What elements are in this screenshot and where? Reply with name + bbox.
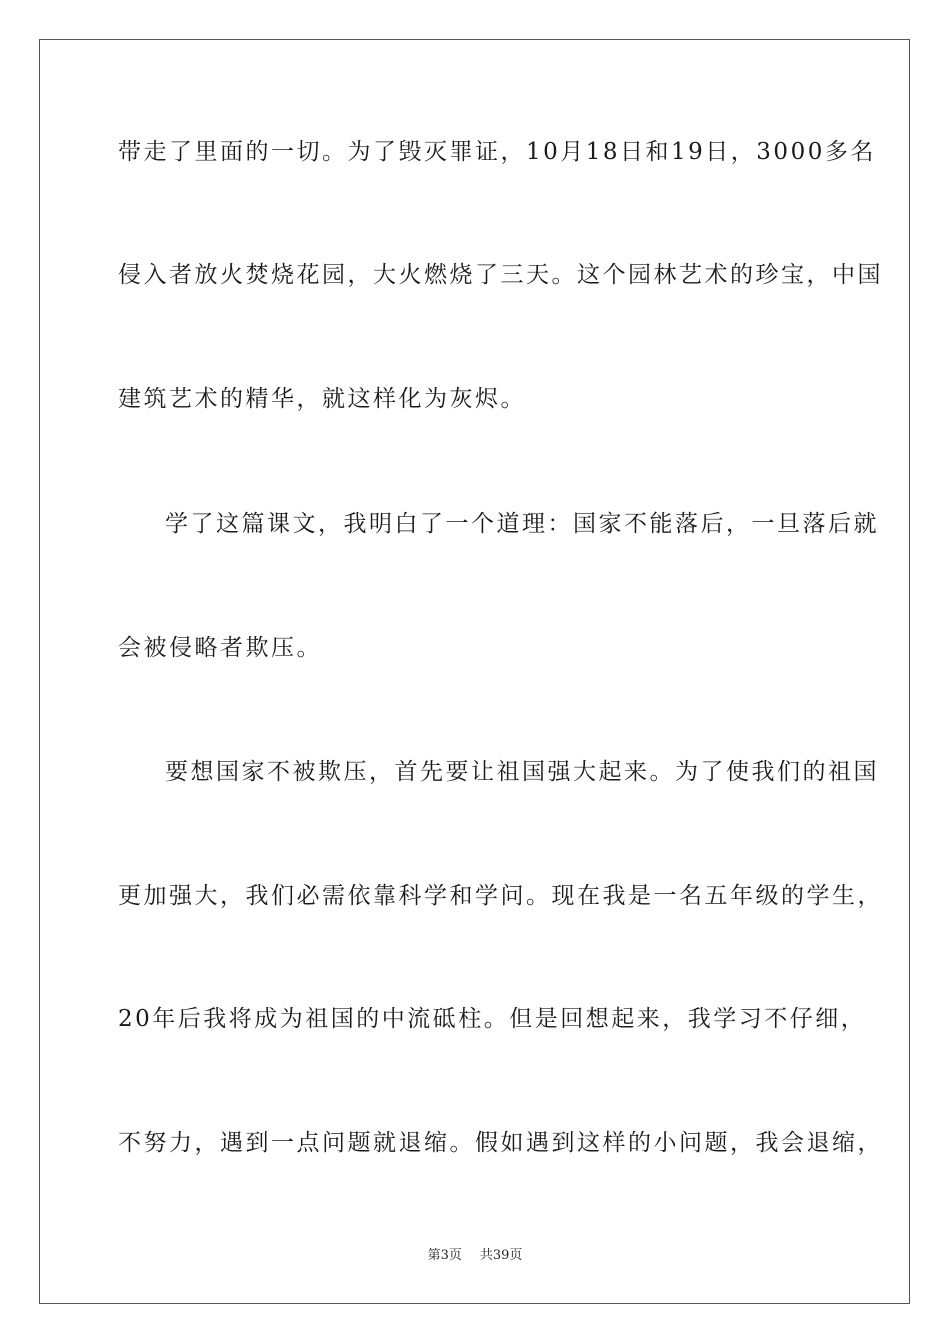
paragraph-line: 建筑艺术的精华，就这样化为灰烬。 (118, 386, 526, 412)
page-footer (0, 1247, 950, 1265)
paragraph-line: 会被侵略者欺压。 (118, 635, 322, 661)
paragraph-line: 20年后我将成为祖国的中流砥柱。但是回想起来，我学习不仔细， (118, 1006, 867, 1032)
paragraph-line: 侵入者放火焚烧花园，大火燃烧了三天。这个园林艺术的珍宝，中国 (118, 262, 883, 288)
paragraph-line: 更加强大，我们必需依靠科学和学问。现在我是一名五年级的学生， (118, 883, 883, 909)
total-pages: 共39页 (479, 1248, 523, 1263)
page-number: 第3页 (427, 1248, 462, 1263)
paragraph-line: 学了这篇课文，我明白了一个道理：国家不能落后，一旦落后就 (165, 511, 879, 537)
paragraph-line: 要想国家不被欺压，首先要让祖国强大起来。为了使我们的祖国 (165, 759, 879, 785)
page-border (39, 39, 910, 1304)
paragraph-line: 不努力，遇到一点问题就退缩。假如遇到这样的小问题，我会退缩， (118, 1130, 883, 1156)
paragraph-line: 带走了里面的一切。为了毁灭罪证，10月18日和19日，3000多名 (118, 139, 876, 165)
